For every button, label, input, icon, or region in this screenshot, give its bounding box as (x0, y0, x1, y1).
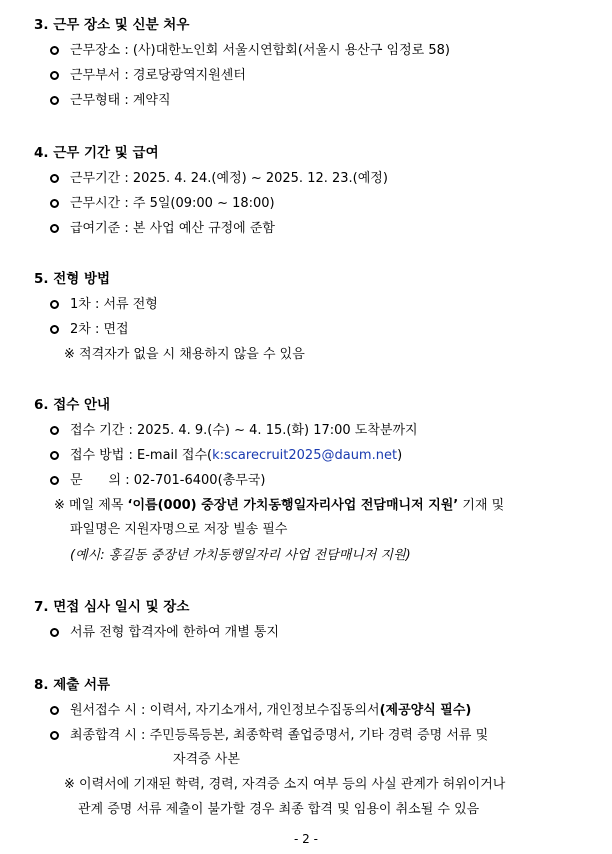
note-text: ※ 적격자가 없을 시 채용하지 않을 수 있음 (64, 347, 305, 362)
example-text: (예시: 홍길동 중장년 가치동행일자리 사업 전담매니저 지원) (70, 548, 411, 563)
list-item-text: 문 의 : 02-701-6400(총무국) (70, 473, 266, 488)
circle-bullet-icon (50, 731, 59, 740)
section-8-title: 8. 제출 서류 (34, 677, 111, 693)
circle-bullet-icon (50, 300, 59, 309)
mail-subject-format: ‘이름(000) 중장년 가치동행일자리사업 전담매니저 지원’ (127, 498, 459, 513)
note-prefix: ※ 메일 제목 (54, 498, 128, 513)
list-item-text: 근무시간 : 주 5일(09:00 ~ 18:00) (70, 196, 275, 211)
list-item-text: 근무기간 : 2025. 4. 24.(예정) ~ 2025. 12. 23.(예정) (70, 171, 388, 186)
list-item-text: 근무장소 : (사)대한노인회 서울시연합회(서울시 용산구 임정로 58) (70, 43, 450, 58)
list-item-text: 2차 : 면접 (70, 322, 129, 337)
circle-bullet-icon (50, 46, 59, 55)
circle-bullet-icon (50, 71, 59, 80)
list-item-text: 급여기준 : 본 사업 예산 규정에 준함 (70, 221, 275, 236)
list-item-text-continued: 자격증 사본 (173, 752, 240, 767)
section-6-title: 6. 접수 안내 (34, 397, 111, 413)
circle-bullet-icon (50, 426, 59, 435)
page-number: - 2 - (294, 832, 318, 846)
method-suffix: ) (397, 448, 403, 463)
circle-bullet-icon (50, 224, 59, 233)
note-text-continued: 파일명은 지원자명으로 저장 빌송 필수 (70, 522, 288, 537)
list-item-text (70, 702, 471, 720)
circle-bullet-icon (50, 451, 59, 460)
email-link[interactable]: k:scarecruit2025@daum.net (212, 448, 398, 463)
item1-text: 원서접수 시 : 이력서, 자기소개서, 개인정보수집동의서 (70, 703, 380, 718)
note-suffix: 기재 및 (458, 498, 505, 513)
circle-bullet-icon (50, 174, 59, 183)
circle-bullet-icon (50, 476, 59, 485)
circle-bullet-icon (50, 628, 59, 637)
section-5-title: 5. 전형 방법 (34, 271, 111, 287)
list-item-text: 근무형태 : 계약직 (70, 93, 171, 108)
section-4-title: 4. 근무 기간 및 급여 (34, 145, 159, 161)
circle-bullet-icon (50, 325, 59, 334)
note-text-continued: 관계 증명 서류 제출이 불가할 경우 최종 합격 및 임용이 취소될 수 있음 (78, 802, 480, 817)
list-item-text: 서류 전형 합격자에 한하여 개별 통지 (70, 625, 280, 640)
list-item-text: 접수 기간 : 2025. 4. 9.(수) ~ 4. 15.(화) 17:00 도착분까지 (70, 423, 418, 438)
circle-bullet-icon (50, 199, 59, 208)
list-item-text: 1차 : 서류 전형 (70, 297, 158, 312)
method-label: 접수 방법 : E-mail 접수( (70, 448, 213, 463)
circle-bullet-icon (50, 96, 59, 105)
list-item-text: 근무부서 : 경로당광역지원센터 (70, 68, 246, 83)
section-3-title: 3. 근무 장소 및 신분 처우 (34, 17, 190, 33)
section-7-title: 7. 면접 심사 일시 및 장소 (34, 599, 190, 615)
list-item-text (70, 447, 402, 465)
list-item-text: 최종합격 시 : 주민등록등본, 최종학력 졸업증명서, 기타 경력 증명 서류 및 (70, 728, 489, 743)
note-text (54, 497, 504, 515)
circle-bullet-icon (50, 706, 59, 715)
item1-required-form: (제공양식 필수) (379, 703, 472, 718)
note-text: ※ 이력서에 기재된 학력, 경력, 자격증 소지 여부 등의 사실 관계가 허위이거나 (64, 777, 506, 792)
